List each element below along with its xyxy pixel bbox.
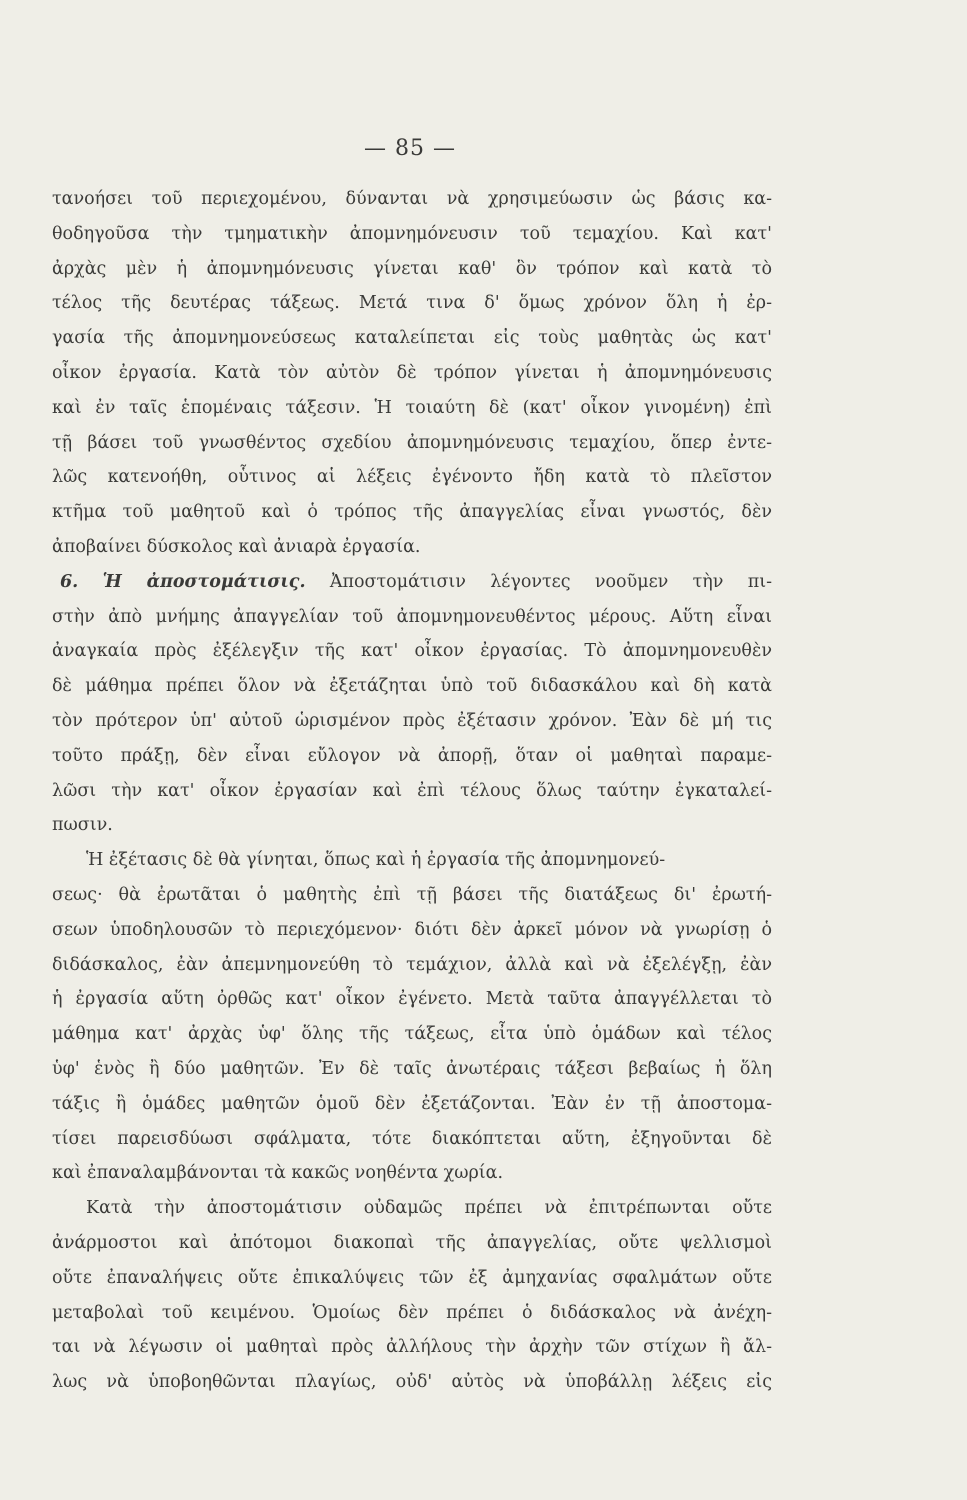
text-line: πωσιν. (52, 815, 113, 836)
text-line: ἀρχὰς μὲν ἡ ἀπομνημόνευσις γίνεται καθ' ὃν τρόπον καὶ κατὰ τὸ (52, 258, 772, 279)
text-line: Κατὰ τὴν ἀποστομάτισιν οὐδαμῶς πρέπει νὰ ἐπιτρέπωνται οὔτε (86, 1198, 772, 1219)
text-line: καὶ ἐν ταῖς ἑπομέναις τάξεσιν. Ἡ τοιαύτη δὲ (κατ' οἶκον γινομένη) ἐπὶ (52, 397, 772, 418)
text-line: σεως· θὰ ἐρωτᾶται ὁ μαθητὴς ἐπὶ τῇ βάσει τῆς διατάξεως δι' ἐρωτή- (52, 884, 772, 905)
text-line: τέλος τῆς δευτέρας τάξεως. Μετά τινα δ' ὅμως χρόνον ὅλη ἡ ἐρ- (52, 293, 772, 314)
text-line: λῶς κατενοήθη, οὗτινος αἱ λέξεις ἐγένοντο ἤδη κατὰ τὸ πλεῖστον (52, 467, 772, 488)
text-line: τάξις ἢ ὁμάδες μαθητῶν ὁμοῦ δὲν ἐξετάζονται. Ἐὰν ἐν τῇ ἀποστομα- (52, 1093, 772, 1114)
text-line: ἡ ἐργασία αὕτη ὀρθῶς κατ' οἶκον ἐγένετο. Μετὰ ταῦτα ἀπαγγέλλεται τὸ (52, 989, 772, 1010)
text-line: θοδηγοῦσα τὴν τμηματικὴν ἀπομνημόνευσιν τοῦ τεμαχίου. Καὶ κατ' (52, 223, 772, 244)
text-line: ἀναγκαία πρὸς ἐξέλεγξιν τῆς κατ' οἶκον ἐργασίας. Τὸ ἀπομνημονευθὲν (52, 641, 772, 662)
text-line: γασία τῆς ἀπομνημονεύσεως καταλείπεται εἰς τοὺς μαθητὰς ὡς κατ' (52, 328, 772, 349)
text-line: ται νὰ λέγωσιν οἱ μαθηταὶ πρὸς ἀλλήλους τὴν ἀρχὴν τῶν στίχων ἢ ἄλ- (52, 1337, 772, 1358)
body-text (52, 182, 772, 1400)
section-title: Ἡ ἀποστομάτισις. (102, 571, 306, 592)
section-heading-line (52, 565, 772, 600)
text-line: τοῦτο πράξῃ, δὲν εἶναι εὔλογον νὰ ἀπορῇ, ὅταν οἱ μαθηταὶ παραμε- (52, 745, 772, 766)
text-line: καὶ ἐπαναλαμβάνονται τὰ κακῶς νοηθέντα χωρία. (52, 1163, 504, 1184)
text-line: μεταβολαὶ τοῦ κειμένου. Ὁμοίως δὲν πρέπει ὁ διδάσκαλος νὰ ἀνέχη- (52, 1302, 772, 1323)
text-line: οὔτε ἐπαναλήψεις οὔτε ἐπικαλύψεις τῶν ἐξ ἀμηχανίας σφαλμάτων οὔτε (52, 1267, 772, 1288)
text-line: λως νὰ ὑποβοηθῶνται πλαγίως, οὐδ' αὐτὸς νὰ ὑποβάλλῃ λέξεις εἰς (52, 1372, 772, 1393)
text-line: μάθημα κατ' ἀρχὰς ὑφ' ὅλης τῆς τάξεως, εἶτα ὑπὸ ὁμάδων καὶ τέλος (52, 1024, 772, 1045)
text-line: διδάσκαλος, ἐὰν ἀπεμνημονεύθη τὸ τεμάχιον, ἀλλὰ καὶ νὰ ἐξελέγξῃ, ἐὰν (52, 954, 772, 975)
text-line: τῇ βάσει τοῦ γνωσθέντος σχεδίου ἀπομνημόνευσις τεμαχίου, ὅπερ ἐντε- (52, 432, 772, 453)
page-number: — 85 — (364, 136, 456, 161)
text-line: δὲ μάθημα πρέπει ὅλον νὰ ἐξετάζηται ὑπὸ τοῦ διδασκάλου καὶ δὴ κατὰ (52, 676, 772, 697)
text-line: τίσει παρεισδύωσι σφάλματα, τότε διακόπτεται αὕτη, ἐξηγοῦνται δὲ (52, 1128, 772, 1149)
section-number: 6. (60, 571, 79, 592)
text-line: στὴν ἀπὸ μνήμης ἀπαγγελίαν τοῦ ἀπομνημονευθέντος μέρους. Αὕτη εἶναι (52, 606, 772, 627)
text-line: κτῆμα τοῦ μαθητοῦ καὶ ὁ τρόπος τῆς ἀπαγγελίας εἶναι γνωστός, δὲν (52, 502, 772, 523)
section-heading-text: Ἀποστομάτισιν λέγοντες νοοῦμεν τὴν πι- (329, 571, 772, 592)
text-line: οἶκον ἐργασία. Κατὰ τὸν αὐτὸν δὲ τρόπον γίνεται ἡ ἀπομνημόνευσις (52, 362, 772, 383)
text-line: σεων ὑποδηλουσῶν τὸ περιεχόμενον· διότι δὲν ἀρκεῖ μόνον νὰ γνωρίσῃ ὁ (52, 919, 772, 940)
text-line: ὑφ' ἑνὸς ἢ δύο μαθητῶν. Ἐν δὲ ταῖς ἀνωτέραις τάξεσι βεβαίως ἡ ὅλη (52, 1058, 772, 1079)
text-line: Ἡ ἐξέτασις δὲ θὰ γίνηται, ὅπως καὶ ἡ ἐργασία τῆς ἀπομνημονεύ- (86, 850, 666, 871)
text-line: τὸν πρότερον ὑπ' αὐτοῦ ὡρισμένον πρὸς ἐξέτασιν χρόνον. Ἐὰν δὲ μή τις (52, 710, 772, 731)
text-line: ἀνάρμοστοι καὶ ἀπότομοι διακοπαὶ τῆς ἀπαγγελίας, οὔτε ψελλισμοὶ (52, 1232, 772, 1253)
text-line: λῶσι τὴν κατ' οἶκον ἐργασίαν καὶ ἐπὶ τέλους ὅλως ταύτην ἐγκαταλεί- (52, 780, 772, 801)
text-line: τανοήσει τοῦ περιεχομένου, δύνανται νὰ χρησιμεύωσιν ὡς βάσις κα- (52, 189, 772, 209)
text-line: ἀποβαίνει δύσκολος καὶ ἀνιαρὰ ἐργασία. (52, 536, 421, 557)
